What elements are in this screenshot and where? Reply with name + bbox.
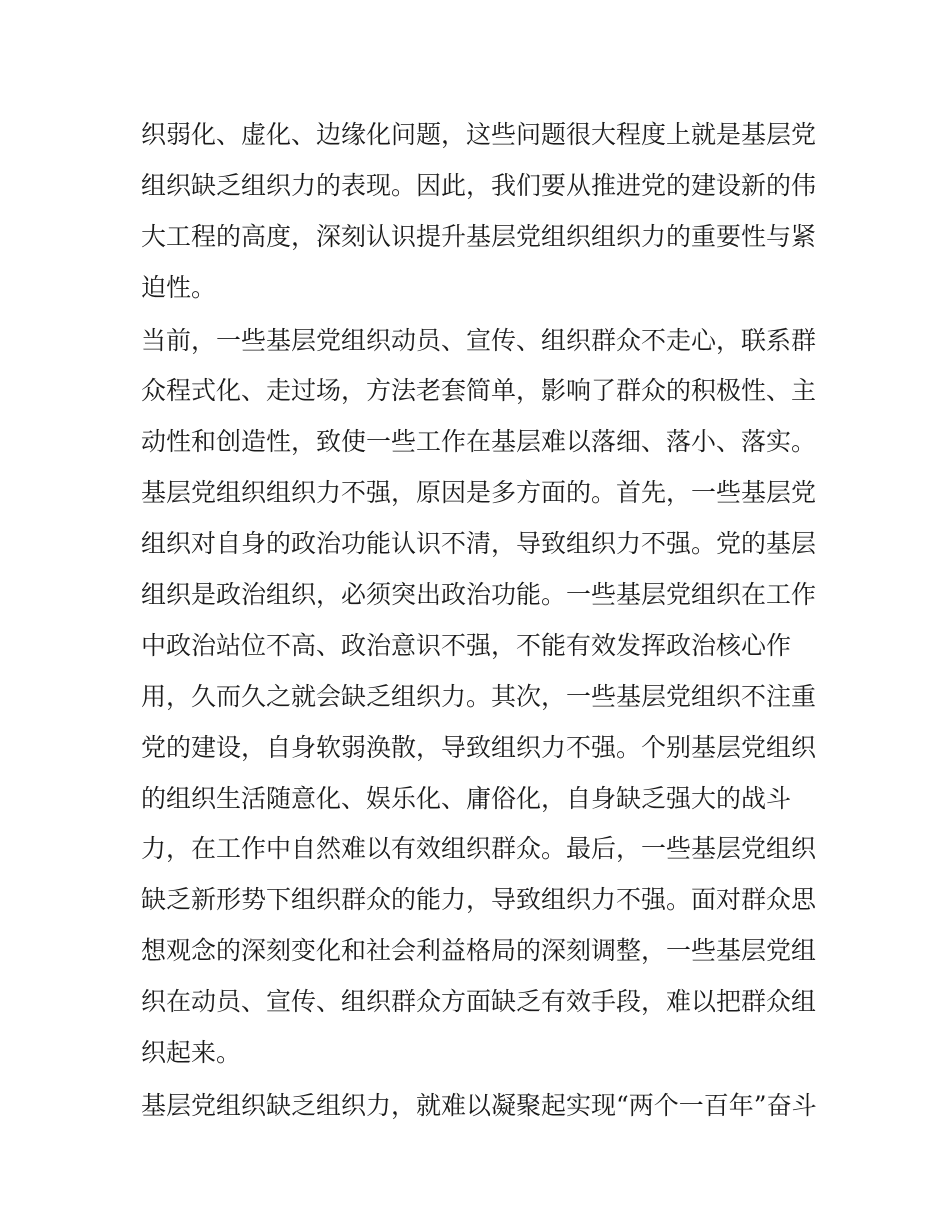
text-line: 织在动员、宣传、组织群众方面缺乏有效手段，难以把群众组: [141, 987, 817, 1017]
text-line: 当前，一些基层党组织动员、宣传、组织群众不走心，联系群: [141, 325, 817, 355]
text-line: 中政治站位不高、政治意识不强，不能有效发挥政治核心作: [141, 630, 792, 660]
text-line: 织起来。: [141, 1038, 242, 1068]
text-line: 众程式化、走过场，方法老套简单，影响了群众的积极性、主: [141, 376, 817, 406]
text-line: 力，在工作中自然难以有效组织群众。最后，一些基层党组织: [141, 834, 817, 864]
text-line: 动性和创造性，致使一些工作在基层难以落细、落小、落实。: [141, 427, 817, 457]
text-line: 大工程的高度，深刻认识提升基层党组织组织力的重要性与紧: [141, 221, 817, 251]
paragraph-3: [141, 468, 821, 1079]
document-body: [141, 110, 821, 1132]
text-line: 的组织生活随意化、娱乐化、庸俗化，自身缺乏强大的战斗: [141, 783, 792, 813]
text-line: 缺乏新形势下组织群众的能力，导致组织力不强。面对群众思: [141, 885, 817, 915]
paragraph-1: [141, 110, 821, 314]
text-line: 织弱化、虚化、边缘化问题，这些问题很大程度上就是基层党: [141, 120, 817, 149]
paragraph-2: [141, 316, 821, 469]
text-line: 想观念的深刻变化和社会利益格局的深刻调整，一些基层党组: [141, 936, 817, 966]
text-line: 迫性。: [141, 272, 217, 302]
text-line: 基层党组织缺乏组织力，就难以凝聚起实现“两个一百年”奋斗: [141, 1090, 817, 1120]
text-line: 基层党组织组织力不强，原因是多方面的。首先，一些基层党: [141, 478, 817, 508]
text-line: 党的建设，自身软弱涣散，导致组织力不强。个别基层党组织: [141, 732, 817, 762]
text-line: 用，久而久之就会缺乏组织力。其次，一些基层党组织不注重: [141, 681, 817, 711]
paragraph-4: [141, 1081, 821, 1132]
text-line: 组织缺乏组织力的表现。因此，我们要从推进党的建设新的伟: [141, 170, 817, 200]
text-line: 组织对自身的政治功能认识不清，导致组织力不强。党的基层: [141, 529, 817, 559]
text-line: 组织是政治组织，必须突出政治功能。一些基层党组织在工作: [141, 580, 817, 610]
